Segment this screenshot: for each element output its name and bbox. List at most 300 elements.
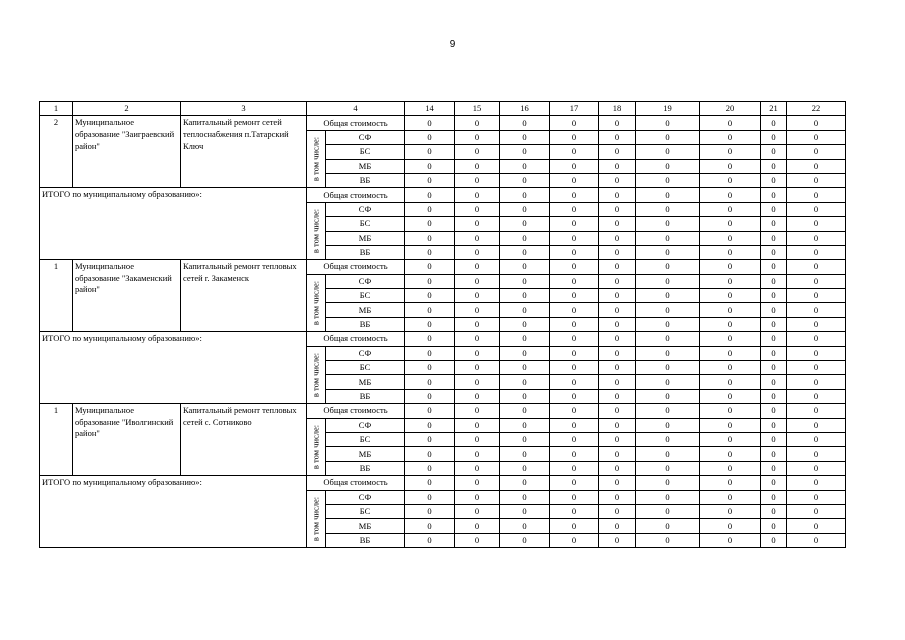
value-cell: 0 [550, 375, 599, 389]
value-cell: 0 [636, 173, 700, 187]
value-cell: 0 [787, 173, 846, 187]
value-cell: 0 [405, 432, 455, 446]
itogo-label: ИТОГО по муниципальному образованию»: [40, 476, 307, 548]
value-cell: 0 [405, 260, 455, 274]
value-cell: 0 [550, 159, 599, 173]
municipality-name: Муниципальное образование "Заиграевский район" [73, 116, 181, 188]
page-number: 9 [449, 39, 456, 50]
value-cell: 0 [500, 332, 550, 346]
funding-source-label: СФ [326, 418, 405, 432]
value-cell: 0 [500, 346, 550, 360]
value-cell: 0 [700, 504, 761, 518]
value-cell: 0 [636, 519, 700, 533]
value-cell: 0 [550, 490, 599, 504]
value-cell: 0 [787, 260, 846, 274]
value-cell: 0 [700, 533, 761, 547]
funding-source-label: СФ [326, 130, 405, 144]
value-cell: 0 [500, 317, 550, 331]
value-cell: 0 [550, 504, 599, 518]
funding-source-label: МБ [326, 159, 405, 173]
value-cell: 0 [455, 173, 500, 187]
value-cell: 0 [787, 317, 846, 331]
value-cell: 0 [787, 432, 846, 446]
value-cell: 0 [500, 217, 550, 231]
value-cell: 0 [700, 317, 761, 331]
value-cell: 0 [787, 188, 846, 202]
value-cell: 0 [636, 116, 700, 130]
incl-label-cell [307, 490, 326, 548]
value-cell: 0 [405, 274, 455, 288]
value-cell: 0 [700, 361, 761, 375]
value-cell: 0 [455, 130, 500, 144]
value-cell: 0 [455, 533, 500, 547]
object-name: Капитальный ремонт тепловых сетей г. Закаменск [181, 260, 307, 332]
value-cell: 0 [500, 533, 550, 547]
value-cell: 0 [636, 289, 700, 303]
column-header: 18 [599, 102, 636, 116]
value-cell: 0 [700, 404, 761, 418]
incl-label: в том числе: [310, 208, 321, 254]
table-row [40, 404, 846, 418]
funding-source-label: БС [326, 145, 405, 159]
funding-source-label: СФ [326, 346, 405, 360]
value-cell: 0 [787, 361, 846, 375]
value-cell: 0 [599, 504, 636, 518]
value-cell: 0 [700, 173, 761, 187]
value-cell: 0 [500, 375, 550, 389]
value-cell: 0 [455, 260, 500, 274]
value-cell: 0 [500, 116, 550, 130]
value-cell: 0 [787, 447, 846, 461]
value-cell: 0 [761, 361, 787, 375]
value-cell: 0 [761, 504, 787, 518]
value-cell: 0 [787, 289, 846, 303]
value-cell: 0 [599, 188, 636, 202]
municipality-name: Муниципальное образование "Иволгинский район" [73, 404, 181, 476]
value-cell: 0 [636, 332, 700, 346]
value-cell: 0 [700, 418, 761, 432]
total-cost-label: Общая стоимость [307, 476, 405, 490]
value-cell: 0 [405, 476, 455, 490]
funding-source-label: ВБ [326, 389, 405, 403]
funding-source-label: СФ [326, 202, 405, 216]
value-cell: 0 [455, 447, 500, 461]
funding-source-label: ВБ [326, 317, 405, 331]
value-cell: 0 [599, 432, 636, 446]
value-cell: 0 [550, 260, 599, 274]
value-cell: 0 [455, 375, 500, 389]
column-header: 19 [636, 102, 700, 116]
value-cell: 0 [761, 274, 787, 288]
value-cell: 0 [405, 145, 455, 159]
value-cell: 0 [599, 361, 636, 375]
value-cell: 0 [636, 260, 700, 274]
value-cell: 0 [636, 202, 700, 216]
column-header: 22 [787, 102, 846, 116]
value-cell: 0 [636, 461, 700, 475]
value-cell: 0 [599, 202, 636, 216]
value-cell: 0 [700, 461, 761, 475]
value-cell: 0 [787, 303, 846, 317]
value-cell: 0 [405, 159, 455, 173]
value-cell: 0 [787, 519, 846, 533]
value-cell: 0 [761, 389, 787, 403]
funding-source-label: МБ [326, 231, 405, 245]
value-cell: 0 [787, 476, 846, 490]
value-cell: 0 [599, 519, 636, 533]
funding-source-label: СФ [326, 274, 405, 288]
total-cost-label: Общая стоимость [307, 188, 405, 202]
incl-label-cell [307, 418, 326, 476]
value-cell: 0 [599, 173, 636, 187]
column-header: 14 [405, 102, 455, 116]
value-cell: 0 [455, 317, 500, 331]
value-cell: 0 [761, 303, 787, 317]
value-cell: 0 [405, 404, 455, 418]
value-cell: 0 [455, 274, 500, 288]
value-cell: 0 [500, 361, 550, 375]
value-cell: 0 [599, 447, 636, 461]
value-cell: 0 [636, 490, 700, 504]
value-cell: 0 [636, 145, 700, 159]
value-cell: 0 [761, 289, 787, 303]
value-cell: 0 [455, 217, 500, 231]
value-cell: 0 [405, 418, 455, 432]
value-cell: 0 [787, 504, 846, 518]
value-cell: 0 [455, 159, 500, 173]
value-cell: 0 [405, 332, 455, 346]
value-cell: 0 [636, 188, 700, 202]
value-cell: 0 [636, 504, 700, 518]
value-cell: 0 [550, 303, 599, 317]
value-cell: 0 [455, 461, 500, 475]
value-cell: 0 [500, 245, 550, 259]
value-cell: 0 [761, 202, 787, 216]
value-cell: 0 [700, 245, 761, 259]
value-cell: 0 [405, 490, 455, 504]
value-cell: 0 [636, 447, 700, 461]
header-row [40, 102, 846, 116]
column-header: 20 [700, 102, 761, 116]
itogo-row [40, 188, 846, 202]
value-cell: 0 [550, 245, 599, 259]
value-cell: 0 [700, 188, 761, 202]
value-cell: 0 [455, 145, 500, 159]
value-cell: 0 [700, 303, 761, 317]
funding-source-label: МБ [326, 519, 405, 533]
value-cell: 0 [455, 389, 500, 403]
value-cell: 0 [599, 116, 636, 130]
value-cell: 0 [455, 504, 500, 518]
value-cell: 0 [700, 346, 761, 360]
funding-source-label: ВБ [326, 173, 405, 187]
value-cell: 0 [455, 432, 500, 446]
value-cell: 0 [550, 116, 599, 130]
funding-source-label: МБ [326, 375, 405, 389]
column-header: 21 [761, 102, 787, 116]
value-cell: 0 [636, 476, 700, 490]
value-cell: 0 [550, 274, 599, 288]
funding-source-label: ВБ [326, 245, 405, 259]
total-cost-label: Общая стоимость [307, 260, 405, 274]
value-cell: 0 [500, 188, 550, 202]
value-cell: 0 [550, 447, 599, 461]
value-cell: 0 [500, 432, 550, 446]
value-cell: 0 [599, 231, 636, 245]
value-cell: 0 [550, 346, 599, 360]
funding-source-label: МБ [326, 303, 405, 317]
value-cell: 0 [761, 476, 787, 490]
value-cell: 0 [700, 490, 761, 504]
value-cell: 0 [636, 231, 700, 245]
value-cell: 0 [550, 217, 599, 231]
value-cell: 0 [787, 217, 846, 231]
value-cell: 0 [636, 346, 700, 360]
incl-label: в том числе: [310, 424, 321, 470]
value-cell: 0 [636, 375, 700, 389]
value-cell: 0 [761, 519, 787, 533]
value-cell: 0 [700, 476, 761, 490]
value-cell: 0 [455, 418, 500, 432]
value-cell: 0 [787, 490, 846, 504]
value-cell: 0 [455, 303, 500, 317]
value-cell: 0 [500, 404, 550, 418]
funding-source-label: БС [326, 432, 405, 446]
value-cell: 0 [455, 519, 500, 533]
funding-source-label: СФ [326, 490, 405, 504]
value-cell: 0 [599, 476, 636, 490]
value-cell: 0 [599, 461, 636, 475]
value-cell: 0 [599, 245, 636, 259]
table-row [40, 116, 846, 130]
value-cell: 0 [405, 533, 455, 547]
value-cell: 0 [599, 317, 636, 331]
value-cell: 0 [405, 289, 455, 303]
column-header: 3 [181, 102, 307, 116]
value-cell: 0 [550, 476, 599, 490]
value-cell: 0 [599, 145, 636, 159]
value-cell: 0 [761, 447, 787, 461]
value-cell: 0 [636, 159, 700, 173]
object-name: Капитальный ремонт сетей теплоснабжения п.Татарский Ключ [181, 116, 307, 188]
value-cell: 0 [761, 461, 787, 475]
column-header: 2 [73, 102, 181, 116]
value-cell: 0 [636, 389, 700, 403]
capital-repair-table [39, 101, 846, 548]
column-header: 4 [307, 102, 405, 116]
column-header: 1 [40, 102, 73, 116]
value-cell: 0 [405, 116, 455, 130]
value-cell: 0 [405, 231, 455, 245]
value-cell: 0 [761, 418, 787, 432]
value-cell: 0 [761, 245, 787, 259]
value-cell: 0 [787, 231, 846, 245]
row-number: 2 [40, 116, 73, 188]
value-cell: 0 [405, 317, 455, 331]
value-cell: 0 [636, 404, 700, 418]
value-cell: 0 [761, 217, 787, 231]
value-cell: 0 [500, 303, 550, 317]
value-cell: 0 [761, 145, 787, 159]
value-cell: 0 [761, 173, 787, 187]
value-cell: 0 [636, 303, 700, 317]
incl-label-cell [307, 130, 326, 188]
value-cell: 0 [761, 116, 787, 130]
value-cell: 0 [599, 260, 636, 274]
value-cell: 0 [500, 447, 550, 461]
value-cell: 0 [787, 346, 846, 360]
itogo-label: ИТОГО по муниципальному образованию»: [40, 332, 307, 404]
value-cell: 0 [599, 217, 636, 231]
value-cell: 0 [550, 289, 599, 303]
incl-label: в том числе: [310, 136, 321, 182]
funding-source-label: МБ [326, 447, 405, 461]
value-cell: 0 [405, 188, 455, 202]
value-cell: 0 [500, 202, 550, 216]
value-cell: 0 [500, 476, 550, 490]
object-name: Капитальный ремонт тепловых сетей с. Сотниково [181, 404, 307, 476]
value-cell: 0 [500, 159, 550, 173]
total-cost-label: Общая стоимость [307, 332, 405, 346]
value-cell: 0 [550, 361, 599, 375]
value-cell: 0 [787, 130, 846, 144]
value-cell: 0 [700, 217, 761, 231]
value-cell: 0 [761, 159, 787, 173]
funding-source-label: БС [326, 504, 405, 518]
value-cell: 0 [550, 461, 599, 475]
value-cell: 0 [636, 245, 700, 259]
column-header: 17 [550, 102, 599, 116]
value-cell: 0 [599, 404, 636, 418]
row-number: 1 [40, 260, 73, 332]
value-cell: 0 [500, 461, 550, 475]
value-cell: 0 [599, 389, 636, 403]
value-cell: 0 [787, 145, 846, 159]
value-cell: 0 [500, 173, 550, 187]
value-cell: 0 [455, 361, 500, 375]
value-cell: 0 [636, 217, 700, 231]
value-cell: 0 [599, 533, 636, 547]
value-cell: 0 [761, 432, 787, 446]
value-cell: 0 [761, 188, 787, 202]
value-cell: 0 [455, 476, 500, 490]
value-cell: 0 [787, 332, 846, 346]
itogo-row [40, 476, 846, 490]
row-number: 1 [40, 404, 73, 476]
value-cell: 0 [700, 375, 761, 389]
value-cell: 0 [599, 289, 636, 303]
table-body [40, 102, 846, 548]
value-cell: 0 [700, 274, 761, 288]
value-cell: 0 [405, 389, 455, 403]
value-cell: 0 [405, 202, 455, 216]
value-cell: 0 [761, 317, 787, 331]
value-cell: 0 [700, 389, 761, 403]
value-cell: 0 [455, 245, 500, 259]
funding-source-label: БС [326, 217, 405, 231]
value-cell: 0 [599, 159, 636, 173]
value-cell: 0 [636, 533, 700, 547]
value-cell: 0 [500, 274, 550, 288]
value-cell: 0 [761, 404, 787, 418]
value-cell: 0 [455, 188, 500, 202]
value-cell: 0 [700, 332, 761, 346]
value-cell: 0 [550, 130, 599, 144]
value-cell: 0 [405, 130, 455, 144]
incl-label-cell [307, 346, 326, 404]
value-cell: 0 [550, 231, 599, 245]
value-cell: 0 [550, 418, 599, 432]
value-cell: 0 [500, 145, 550, 159]
value-cell: 0 [405, 346, 455, 360]
value-cell: 0 [500, 289, 550, 303]
value-cell: 0 [761, 346, 787, 360]
incl-label-cell [307, 274, 326, 332]
value-cell: 0 [550, 519, 599, 533]
table-row [40, 260, 846, 274]
value-cell: 0 [700, 145, 761, 159]
incl-label: в том числе: [310, 496, 321, 541]
value-cell: 0 [761, 260, 787, 274]
value-cell: 0 [700, 432, 761, 446]
value-cell: 0 [550, 202, 599, 216]
value-cell: 0 [700, 519, 761, 533]
value-cell: 0 [700, 447, 761, 461]
total-cost-label: Общая стоимость [307, 404, 405, 418]
value-cell: 0 [787, 533, 846, 547]
value-cell: 0 [550, 533, 599, 547]
value-cell: 0 [761, 231, 787, 245]
value-cell: 0 [550, 404, 599, 418]
itogo-row [40, 332, 846, 346]
value-cell: 0 [550, 188, 599, 202]
value-cell: 0 [500, 504, 550, 518]
value-cell: 0 [700, 231, 761, 245]
value-cell: 0 [787, 245, 846, 259]
value-cell: 0 [550, 173, 599, 187]
value-cell: 0 [787, 418, 846, 432]
value-cell: 0 [405, 461, 455, 475]
value-cell: 0 [700, 260, 761, 274]
value-cell: 0 [500, 490, 550, 504]
value-cell: 0 [636, 317, 700, 331]
value-cell: 0 [455, 346, 500, 360]
incl-label-cell [307, 202, 326, 260]
value-cell: 0 [599, 332, 636, 346]
value-cell: 0 [787, 389, 846, 403]
column-header: 15 [455, 102, 500, 116]
value-cell: 0 [550, 432, 599, 446]
value-cell: 0 [787, 202, 846, 216]
value-cell: 0 [599, 303, 636, 317]
value-cell: 0 [761, 332, 787, 346]
value-cell: 0 [500, 418, 550, 432]
value-cell: 0 [405, 245, 455, 259]
value-cell: 0 [700, 289, 761, 303]
value-cell: 0 [787, 375, 846, 389]
itogo-label: ИТОГО по муниципальному образованию»: [40, 188, 307, 260]
value-cell: 0 [761, 375, 787, 389]
value-cell: 0 [455, 202, 500, 216]
value-cell: 0 [700, 116, 761, 130]
value-cell: 0 [761, 490, 787, 504]
value-cell: 0 [455, 332, 500, 346]
funding-source-label: БС [326, 289, 405, 303]
value-cell: 0 [405, 504, 455, 518]
value-cell: 0 [455, 116, 500, 130]
funding-source-label: БС [326, 361, 405, 375]
value-cell: 0 [405, 519, 455, 533]
